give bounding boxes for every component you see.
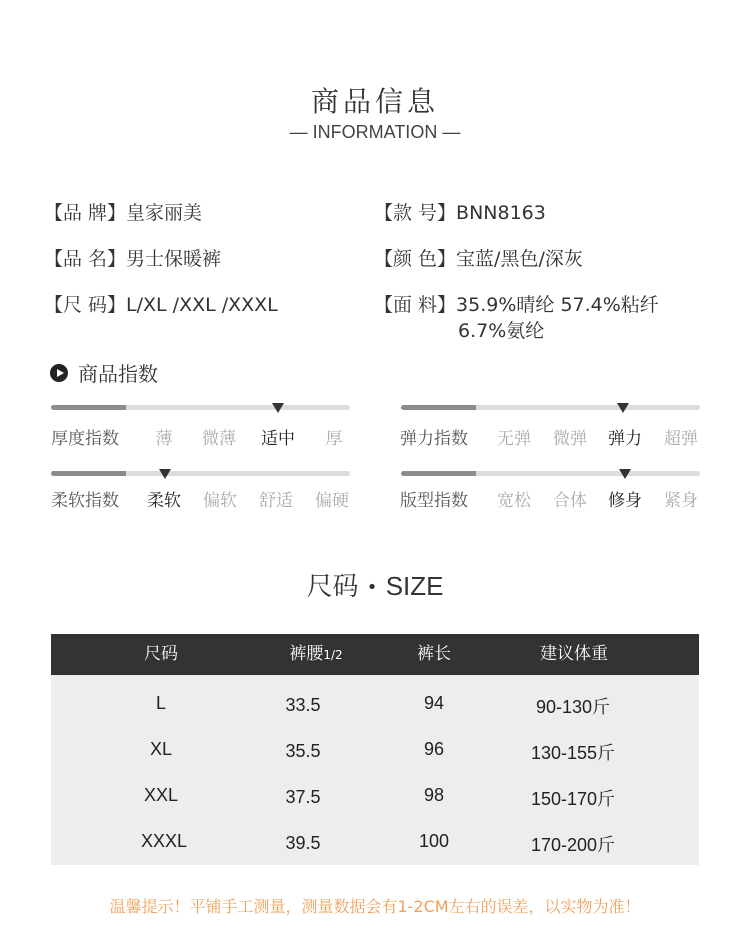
thickness-option-medium: 适中 [261, 429, 295, 449]
color-value: 宝蓝/黑色/深灰 [456, 248, 583, 270]
softness-option-slightly-hard: 偏硬 [315, 491, 349, 511]
softness-option-soft: 柔软 [147, 491, 181, 511]
thickness-option-thick: 厚 [325, 429, 343, 449]
name-label: 【品 名】 [44, 248, 127, 270]
color-label: 【颜 色】 [374, 248, 457, 270]
header-length: 裤长 [417, 644, 451, 664]
header-waist: 裤腰1/2 [289, 644, 343, 664]
table-cell: 90-130斤 [535, 697, 611, 717]
softness-track [51, 471, 350, 476]
size-title-cn: 尺码 [306, 572, 359, 602]
elasticity-option-elastic: 弹力 [608, 429, 642, 449]
fabric-row [374, 290, 659, 317]
softness-marker [159, 469, 171, 479]
elasticity-track [401, 405, 700, 410]
size-label: 【尺 码】 [44, 294, 127, 316]
page-title: 商品信息 [310, 85, 439, 118]
softness-option-comfortable: 舒适 [259, 491, 293, 511]
fit-track [401, 471, 700, 476]
table-cell: 35.5 [285, 741, 321, 761]
fit-option-loose: 宽松 [497, 491, 531, 511]
table-cell: XXXL [140, 831, 188, 851]
table-cell: 98 [423, 785, 445, 805]
fabric-value-line2: 6.7%氨纶 [458, 320, 545, 342]
fit-label: 版型指数 [400, 491, 468, 511]
header-waist-half: 1/2 [323, 648, 343, 662]
thickness-track [51, 405, 350, 410]
elasticity-option-super: 超弹 [664, 429, 698, 449]
size-title [0, 566, 750, 603]
table-cell: 130-155斤 [530, 743, 616, 763]
model-value: BNN8163 [456, 202, 546, 224]
indices-title: 商品指数 [78, 362, 158, 386]
table-cell: 100 [418, 831, 450, 851]
table-cell: 150-170斤 [530, 789, 616, 809]
fabric-value-line1: 35.9%晴纶 57.4%粘纤 [456, 294, 659, 316]
elasticity-option-none: 无弹 [497, 429, 531, 449]
thickness-option-thin: 薄 [155, 429, 173, 449]
brand-value: 皇家丽美 [126, 202, 203, 224]
fit-option-tight: 紧身 [664, 491, 698, 511]
size-table-header [51, 634, 699, 675]
softness-label: 柔软指数 [51, 491, 119, 511]
size-row [44, 290, 278, 317]
header-size: 尺码 [144, 644, 178, 664]
size-value: L/XL /XXL /XXXL [126, 294, 278, 316]
table-cell: XL [149, 739, 173, 759]
name-row [44, 244, 221, 271]
model-row [374, 198, 546, 225]
table-cell: 170-200斤 [530, 835, 616, 855]
fabric-label: 【面 料】 [374, 294, 457, 316]
indices-heading [50, 358, 158, 387]
measurement-note: 温馨提示！平铺手工测量，测量数据会有1-2CM左右的误差，以实物为准！ [109, 897, 641, 916]
table-cell: L [155, 693, 166, 713]
fit-option-regular: 合体 [553, 491, 587, 511]
elasticity-label: 弹力指数 [400, 429, 468, 449]
table-cell: XXL [143, 785, 179, 805]
softness-option-slightly-soft: 偏软 [203, 491, 237, 511]
size-title-en: SIZE [385, 571, 444, 601]
table-cell: 39.5 [285, 833, 321, 853]
elasticity-marker [617, 403, 629, 413]
thickness-marker [272, 403, 284, 413]
fit-marker [619, 469, 631, 479]
page-subtitle: — INFORMATION — [289, 122, 461, 142]
brand-label: 【品 牌】 [44, 202, 127, 224]
model-label: 【款 号】 [374, 202, 457, 224]
elasticity-option-slight: 微弹 [553, 429, 587, 449]
table-cell: 94 [423, 693, 445, 713]
table-cell: 96 [423, 739, 445, 759]
color-row [374, 244, 583, 271]
table-cell: 33.5 [285, 695, 321, 715]
fit-option-slim: 修身 [608, 491, 642, 511]
name-value: 男士保暖裤 [126, 248, 222, 270]
header-weight: 建议体重 [540, 644, 608, 664]
size-title-dot: • [366, 577, 378, 598]
play-icon [50, 364, 68, 382]
thickness-option-slightly-thin: 微薄 [202, 429, 236, 449]
thickness-label: 厚度指数 [51, 429, 119, 449]
table-cell: 37.5 [285, 787, 321, 807]
brand-row [44, 198, 202, 225]
